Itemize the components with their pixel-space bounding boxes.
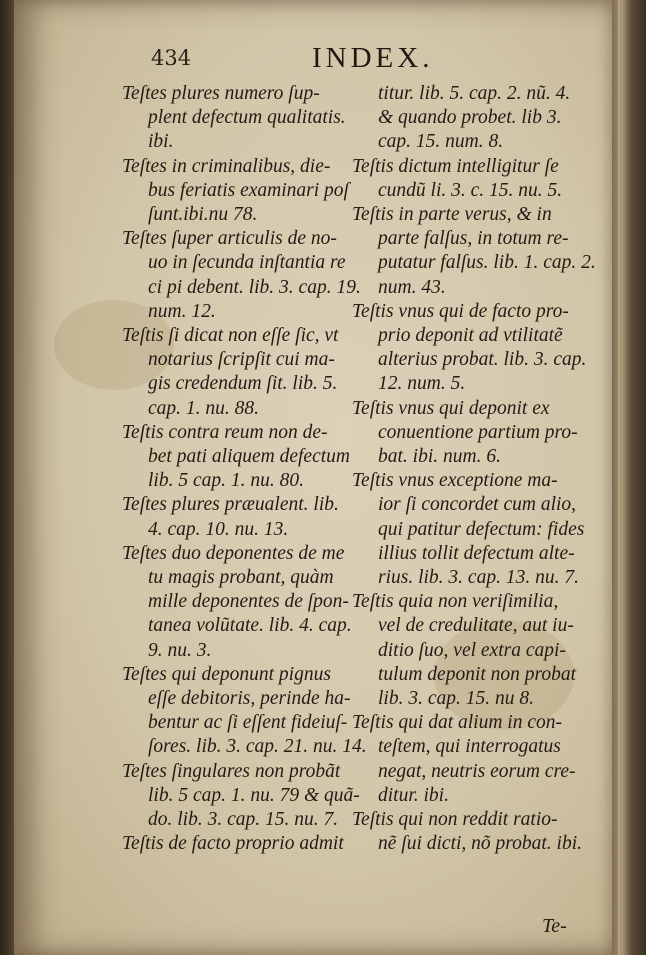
index-entry [352,469,614,590]
index-entry [122,421,368,494]
right-column [352,82,614,857]
index-entry-line: rius. lib. 3. cap. 13. nu. 7. [378,567,579,589]
index-entry-line: num. 43. [378,276,446,298]
index-entry-line: teſtem, qui interrogatus [378,736,561,758]
index-entry [352,300,614,397]
index-entry-line: bus feriatis examinari poſ [148,179,349,201]
index-entry-line: Teſtes ſuper articulis de no- [122,228,337,250]
index-entry [122,227,368,324]
index-entry [352,590,614,711]
page-title: INDEX. [312,42,434,74]
index-entry-line: Teſtes plures numero ſup- [122,83,320,104]
index-entry-line: mille deponentes de ſpon- [148,591,349,613]
index-entry-line: Teſtis ſi dicat non eſſe ſic, vt [122,325,339,347]
index-entry-line: titur. lib. 5. cap. 2. nũ. 4. [378,83,571,104]
index-entry-line: Teſtes in criminalibus, die- [122,155,331,177]
page-number: 434 [151,46,192,70]
index-entry-line: bet pati aliquem defectum [148,446,350,468]
index-entry [352,155,614,203]
index-entry [122,493,368,541]
index-entry-line: 9. nu. 3. [148,639,212,661]
index-entry-line: ſores. lib. 3. cap. 21. nu. 14. [148,736,367,758]
index-entry-line: Teſtis contra reum non de- [122,421,328,443]
index-entry-line: alterius probat. lib. 3. cap. [378,349,587,371]
index-entry-line: 4. cap. 10. nu. 13. [148,518,289,540]
index-entry-line: lib. 5 cap. 1. nu. 79 & quã- [148,784,360,806]
index-entry-line: Teſtes qui deponunt pignus [122,663,331,685]
index-entry-line: tu magis probant, quàm [148,567,334,589]
index-entry-line: cundũ li. 3. c. 15. nu. 5. [378,179,563,201]
index-entry-line: vel de credulitate, aut iu- [378,615,574,637]
index-entry [352,203,614,300]
index-entry-line: ditio ſuo, vel extra capi- [378,639,566,661]
index-entry-line: qui patitur defectum: fides [378,518,585,540]
page-header [14,42,614,82]
index-entry-line: conuentione partium pro- [378,421,578,443]
index-entry-line: tanea volũtate. lib. 4. cap. [148,615,352,637]
index-entry-line: bentur ac ſi eſſent fideiuſ- [148,712,348,734]
index-entry-line: ior ſi concordet cum alio, [378,494,577,516]
index-entry-line: ſunt.ibi.nu 78. [148,204,258,226]
index-entry-line: Teſtis quia non veriſimilia, [352,591,559,613]
index-entry-line: & quando probet. lib 3. [378,107,562,129]
index-entry-line: Teſtis vnus exceptione ma- [352,470,558,492]
index-entry-line: cap. 1. nu. 88. [148,397,260,419]
index-entry-line: negat, neutris eorum cre- [378,760,576,782]
index-entry-line: ibi. [148,131,174,153]
index-entry-line: num. 12. [148,300,216,322]
book-page [14,0,614,955]
index-entry-line: Teſtes plures præualent. lib. [122,494,339,516]
index-entry-line: uo in ſecunda inſtantia re [148,252,346,274]
index-entry [352,397,614,470]
catchword: Te- [542,915,567,937]
index-entry-line: gis credendum ſit. lib. 5. [148,373,338,395]
index-entry-line: Teſtis qui dat alium in con- [352,712,562,734]
index-entry-line: lib. 3. cap. 15. nu 8. [378,688,534,710]
next-page-edge [612,0,646,955]
index-entry [122,663,368,760]
index-entry-line: ci pi debent. lib. 3. cap. 19. [148,276,361,298]
index-entry [122,155,368,228]
index-entry [122,760,368,833]
index-entry-line: putatur falſus. lib. 1. cap. 2. [378,252,596,274]
index-entry-line: prio deponit ad vtilitatẽ [378,325,563,347]
index-entry-line: illius tollit defectum alte- [378,542,575,564]
index-entry [352,82,614,155]
index-entry-line: Teſtis de facto proprio admit [122,833,344,855]
index-entry-line: Teſtis in parte verus, & in [352,204,552,226]
index-entry [352,711,614,808]
index-entry-line: tulum deponit non probat [378,663,577,685]
index-entry-line: Teſtis qui non reddit ratio- [352,809,558,831]
index-entry-line: do. lib. 3. cap. 15. nu. 7. [148,809,339,831]
index-entry-line: parte falſus, in totum re- [378,228,569,250]
index-entry-line: ditur. ibi. [378,784,449,806]
index-entry [122,832,368,856]
index-entry [122,542,368,663]
index-entry-line: eſſe debitoris, perinde ha- [148,688,351,710]
index-entry-line: nẽ ſui dicti, nõ probat. ibi. [378,833,583,855]
index-entry-line: Teſtis dictum intelligitur ſe [352,155,559,177]
index-entry-line: 12. num. 5. [378,373,466,395]
index-entry [352,808,614,856]
index-entry-line: plent defectum qualitatis. [148,107,346,129]
index-entry-line: bat. ibi. num. 6. [378,446,501,468]
index-entry-line: Teſtes duo deponentes de me [122,542,345,564]
index-entry-line: notarius ſcripſit cui ma- [148,349,335,371]
index-entry-line: lib. 5 cap. 1. nu. 80. [148,470,304,492]
index-entry [122,324,368,421]
left-column [122,82,368,857]
index-entry-line: Teſtis vnus qui deponit ex [352,397,550,419]
index-entry [122,82,368,155]
index-entry-line: Teſtis vnus qui de facto pro- [352,300,569,322]
index-entry-line: Teſtes ſingulares non probãt [122,760,341,782]
index-entry-line: cap. 15. num. 8. [378,131,504,153]
